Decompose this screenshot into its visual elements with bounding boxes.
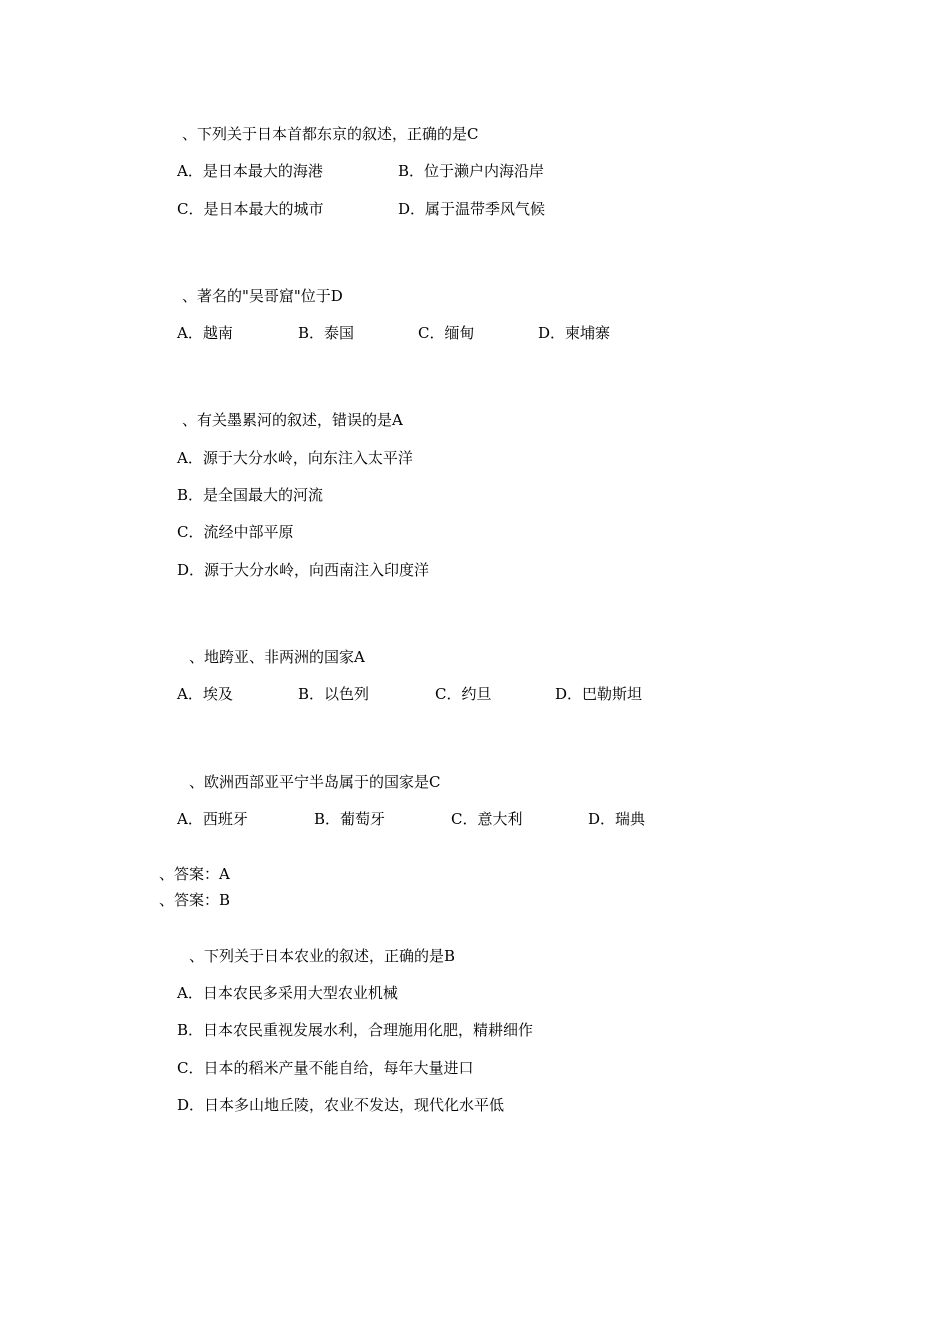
question-5-option-a: A．西班牙 — [177, 810, 248, 828]
question-3-option-c: C．流经中部平原 — [177, 523, 294, 541]
question-2-option-c: C．缅甸 — [418, 324, 475, 342]
question-1-option-a: A．是日本最大的海港 — [177, 162, 323, 180]
question-2-option-d: D．柬埔寨 — [538, 324, 611, 342]
question-6-option-d: D．日本多山地丘陵，农业不发达，现代化水平低 — [177, 1096, 505, 1114]
question-3-option-b: B．是全国最大的河流 — [177, 486, 324, 504]
question-5-option-b: B．葡萄牙 — [314, 810, 386, 828]
question-5-option-c: C．意大利 — [451, 810, 523, 828]
question-1-stem: 、下列关于日本首都东京的叙述，正确的是C — [182, 125, 479, 143]
question-1-option-d: D．属于温带季风气候 — [398, 200, 546, 218]
answer-line-1: 、答案：A — [159, 865, 230, 883]
question-2-stem: 、著名的"吴哥窟"位于D — [182, 287, 343, 305]
question-5-stem: 、欧洲西部亚平宁半岛属于的国家是C — [189, 773, 441, 791]
question-1-option-c: C．是日本最大的城市 — [177, 200, 324, 218]
question-3-option-a: A．源于大分水岭，向东注入太平洋 — [177, 449, 413, 467]
question-4-option-c: C．约旦 — [435, 685, 492, 703]
question-4-option-d: D．巴勒斯坦 — [555, 685, 643, 703]
question-2-option-a: A．越南 — [177, 324, 233, 342]
question-2-option-b: B．泰国 — [298, 324, 355, 342]
question-3-option-d: D．源于大分水岭，向西南注入印度洋 — [177, 561, 430, 579]
question-4-stem: 、地跨亚、非两洲的国家A — [189, 648, 365, 666]
question-6-stem: 、下列关于日本农业的叙述，正确的是B — [189, 947, 456, 965]
question-1-option-b: B．位于濑户内海沿岸 — [398, 162, 545, 180]
question-3-stem: 、有关墨累河的叙述，错误的是A — [182, 411, 403, 429]
answer-line-2: 、答案：B — [159, 891, 231, 909]
question-6-option-a: A．日本农民多采用大型农业机械 — [177, 984, 398, 1002]
question-6-option-c: C．日本的稻米产量不能自给，每年大量进口 — [177, 1059, 474, 1077]
question-4-option-b: B．以色列 — [298, 685, 370, 703]
question-6-option-b: B．日本农民重视发展水利，合理施用化肥，精耕细作 — [177, 1021, 534, 1039]
question-5-option-d: D．瑞典 — [588, 810, 646, 828]
question-4-option-a: A．埃及 — [177, 685, 233, 703]
